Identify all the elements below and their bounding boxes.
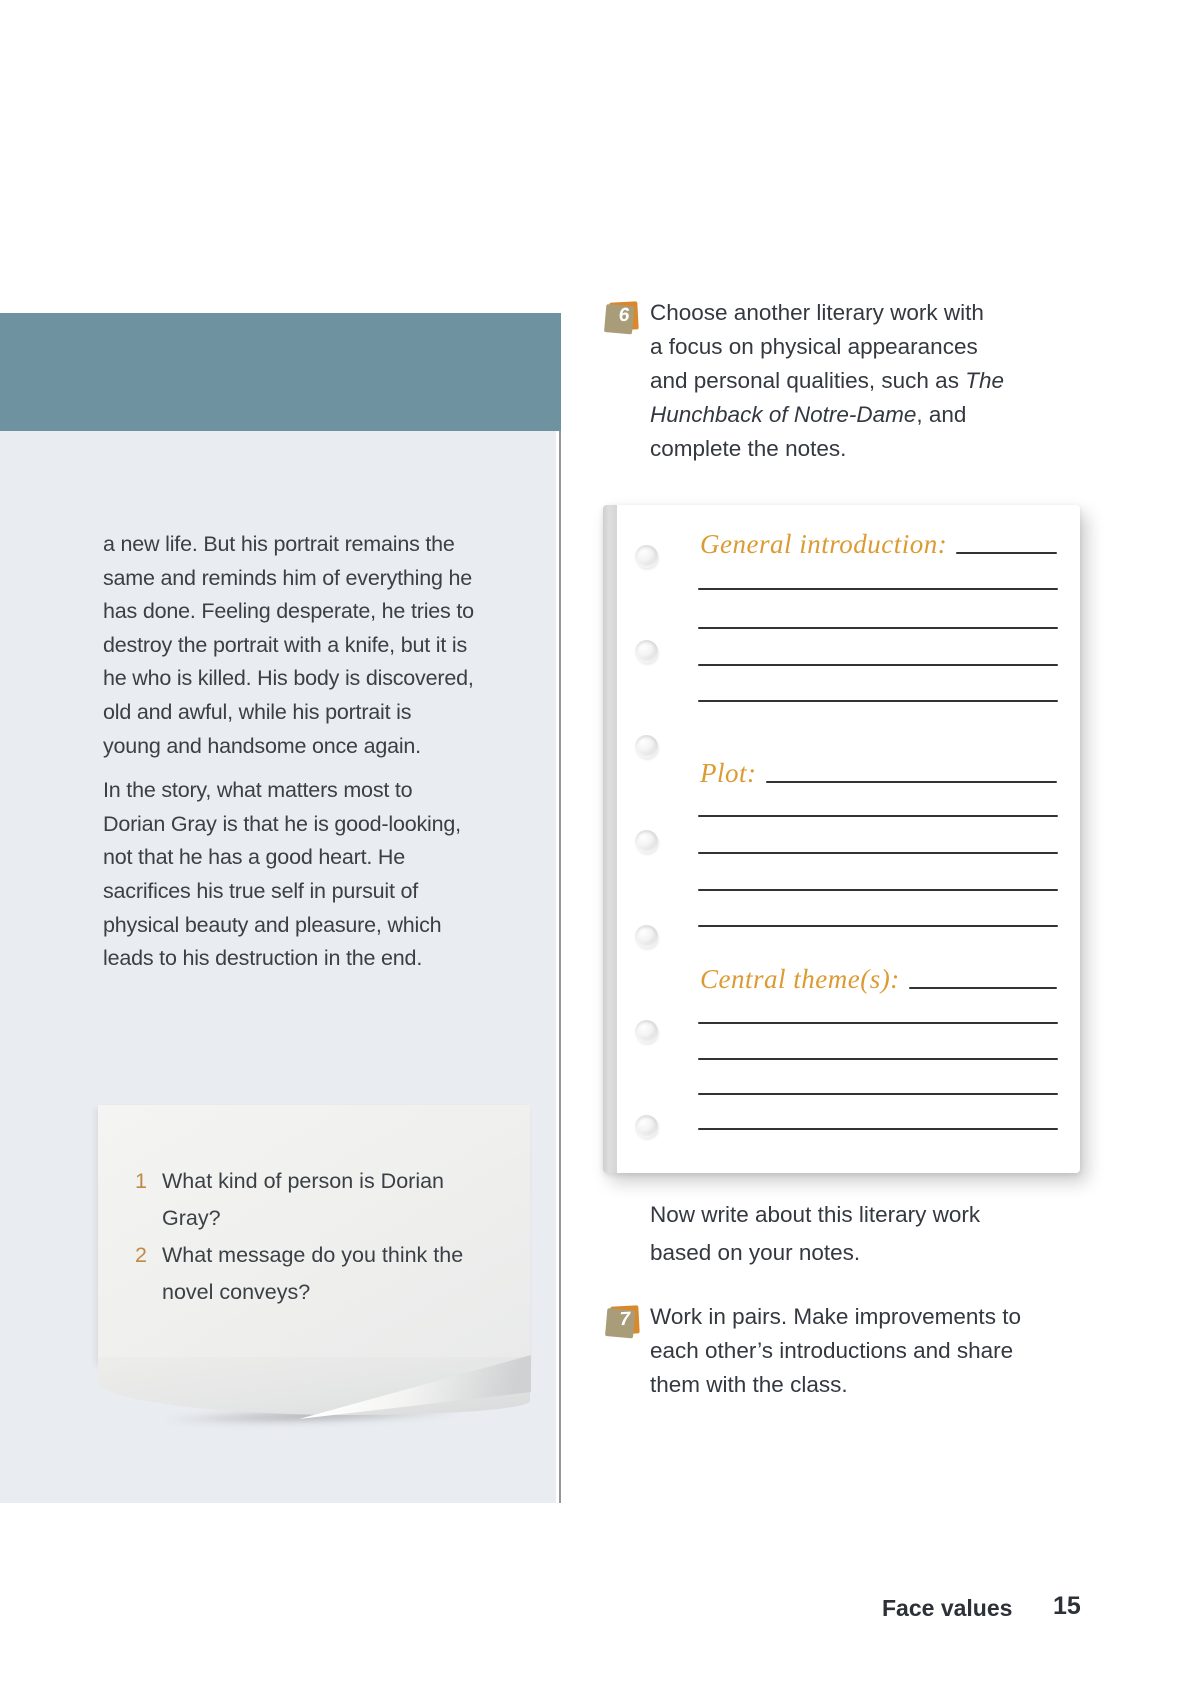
passage-line: destroy the portrait with a knife, but it is (103, 632, 468, 657)
notepad-spine (603, 505, 617, 1173)
passage-line: young and handsome once again. (103, 733, 421, 758)
instruction-line: them with the class. (650, 1372, 848, 1397)
followup-line: based on your notes. (650, 1240, 861, 1265)
note-writing-line[interactable] (698, 852, 1058, 854)
note-writing-line[interactable] (698, 1093, 1058, 1095)
instruction-line: a focus on physical appearances (650, 334, 978, 359)
question-line: What message do you think the (162, 1243, 464, 1267)
note-writing-line[interactable] (698, 925, 1058, 927)
passage-paragraph (103, 528, 474, 763)
passage-line: a new life. But his portrait remains the (103, 532, 455, 556)
punch-hole-icon (635, 830, 658, 853)
punch-hole-icon (635, 545, 658, 568)
question-line: Gray? (162, 1206, 221, 1230)
instruction-line: Choose another literary work with (650, 300, 984, 325)
question-text (162, 1237, 463, 1311)
instruction-line: each other’s introductions and share (650, 1338, 1014, 1363)
note-writing-line[interactable] (698, 700, 1058, 702)
question-text (162, 1163, 444, 1237)
question-number: 1 (135, 1169, 147, 1193)
passage-line: Dorian Gray is that he is good-looking, (103, 811, 461, 836)
note-writing-line[interactable] (698, 627, 1058, 629)
note-writing-line[interactable] (698, 1022, 1058, 1024)
punch-hole-icon (635, 640, 658, 663)
passage-line: not that he has a good heart. He (103, 845, 405, 870)
notepad-label-row (700, 529, 1057, 559)
notepad-label-plot: Plot: (700, 758, 757, 788)
note-writing-line[interactable] (698, 1128, 1058, 1130)
passage-line: same and reminds him of everything he (103, 565, 473, 590)
notepad-label-central-themes: Central theme(s): (700, 964, 900, 994)
punch-hole-icon (635, 1020, 658, 1043)
note-writing-line[interactable] (698, 889, 1058, 891)
notepad-label-row (700, 758, 1057, 788)
passage-line: has done. Feeling desperate, he tries to (103, 599, 474, 624)
punch-hole-icon (635, 925, 658, 948)
passage-line: sacrifices his true self in pursuit of (103, 878, 419, 903)
notepad-label-general-introduction: General introduction: (700, 529, 948, 559)
instruction-line: Work in pairs. Make improvements to (650, 1304, 1021, 1329)
exercise-6-instruction (650, 296, 1070, 466)
footer-page-number: 15 (1053, 1592, 1081, 1620)
passage-line: he who is killed. His body is discovered, (103, 666, 474, 691)
exercise-6-number: 6 (618, 304, 630, 327)
instruction-line: Hunchback of Notre-Dame, and (650, 402, 967, 427)
passage-line: old and awful, while his portrait is (103, 699, 412, 724)
note-writing-line[interactable] (698, 1058, 1058, 1060)
question-item (135, 1237, 463, 1311)
note-writing-line[interactable] (766, 781, 1058, 783)
sticky-note-questions (135, 1163, 463, 1311)
instruction-line: and personal qualities, such as The (650, 368, 1004, 393)
note-writing-line[interactable] (909, 987, 1057, 989)
question-line: novel conveys? (162, 1280, 311, 1304)
panel-header-band (0, 313, 561, 431)
question-item (135, 1163, 463, 1237)
exercise-7-number: 7 (619, 1308, 631, 1331)
exercise-6-followup (650, 1196, 980, 1272)
note-writing-line[interactable] (956, 552, 1057, 554)
question-line: What kind of person is Dorian (162, 1169, 445, 1193)
exercise-7-instruction (650, 1300, 1070, 1402)
passage-line: physical beauty and pleasure, which (103, 912, 442, 937)
notepad (603, 505, 1080, 1173)
followup-line: Now write about this literary work (650, 1202, 981, 1227)
passage-line: leads to his destruction in the end. (103, 946, 423, 971)
passage-paragraph (103, 774, 474, 976)
instruction-line: complete the notes. (650, 436, 847, 461)
sticky-note (98, 1105, 530, 1363)
note-writing-line[interactable] (698, 588, 1058, 590)
column-divider-rule (559, 431, 561, 1503)
question-number: 2 (135, 1243, 147, 1267)
notepad-label-row (700, 964, 1057, 994)
exercise-6-badge (609, 301, 638, 330)
sticky-note-curl (98, 1357, 530, 1437)
footer-section-title: Face values (882, 1595, 1013, 1621)
punch-hole-icon (635, 1115, 658, 1138)
reading-passage (103, 528, 474, 976)
note-writing-line[interactable] (698, 815, 1058, 817)
passage-line: In the story, what matters most to (103, 778, 413, 803)
exercise-7-badge (610, 1305, 639, 1334)
punch-hole-icon (635, 735, 658, 758)
note-writing-line[interactable] (698, 664, 1058, 666)
